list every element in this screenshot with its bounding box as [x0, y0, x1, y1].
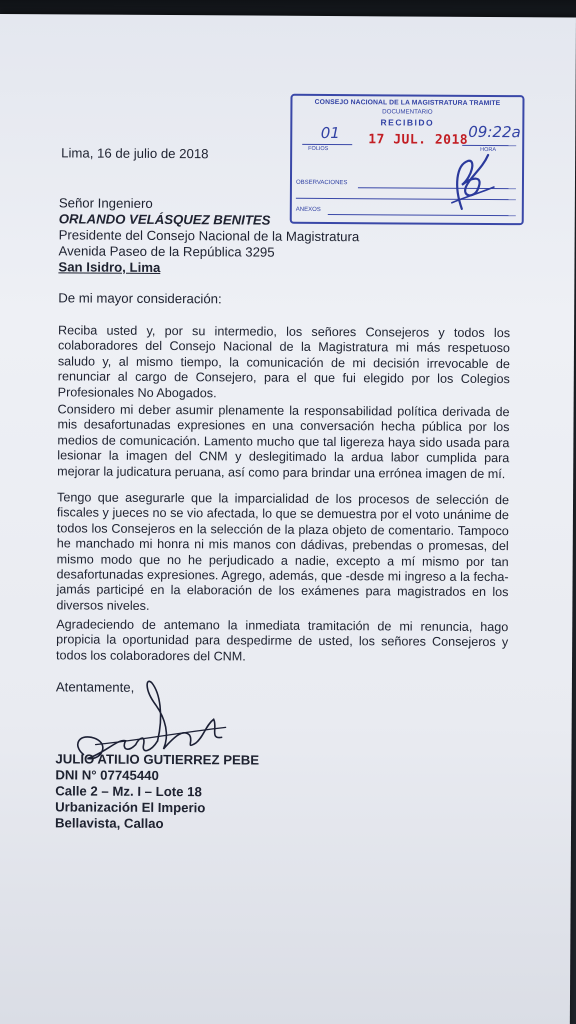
- stamp-observaciones-label: OBSERVACIONES: [295, 179, 348, 187]
- body-paragraph-2: Considero mi deber asumir plenamente la responsabilidad política derivada de mis desafortunadas expresiones en una conversación hecha pública por los medios de comunicación. Lamento mucho que tal ligereza haya sido usada para lesionar la imagen del CNM y deslegitimado la ardua labor cumplida para mejorar la judicatura peruana, así como para brindar una errónea imagen de mí.: [57, 402, 510, 481]
- stamp-folios-value: 01: [320, 123, 340, 143]
- recipient-title: Presidente del Consejo Nacional de la Magistratura: [58, 227, 360, 245]
- stamp-initials-signature: [432, 147, 512, 217]
- body-paragraph-1: Reciba usted y, por su intermedio, los señores Consejeros y todos los colaboradores del Consejo Nacional de la Magistratura mi más respetuoso saludo y, al mismo tiempo, la comunicación de mi decisión irrevocable de renunciar al cargo de Consejero, para el que fui elegido por los Colegios Profesionales No Abogados.: [57, 323, 511, 400]
- stamp-hora-label: HORA: [480, 146, 497, 154]
- body-paragraph-3: Tengo que asegurarle que la imparcialidad de los procesos de selección de fiscales y jueces no se vio afectada, lo que se demuestra por el voto unánime de todos los Consejeros en la selección de la plaza objeto de comentario. Tampoco he manchado mi honra ni mis manos con dádivas, prebendas o promesas, del mismo modo que no he perjudicado a nadie, excepto a mí mismo por tan desafortunadas expresiones. Agrego, además, que -desde mi ingreso a la fecha- jamás participé en la elaboración de los exámenes para magistrados en los diversos niveles.: [56, 490, 510, 613]
- letter-closing: Atentamente,: [55, 679, 135, 695]
- body-paragraph-4: Agradeciendo de antemano la inmediata tramitación de mi renuncia, hago propicia la oportunidad para despedirme de usted, los señores Consejeros y todos los colaboradores del CNM.: [56, 617, 509, 664]
- stamp-institution: CONSEJO NACIONAL DE LA MAGISTRATURA TRAMITE: [314, 98, 501, 108]
- stamp-folios-label: FOLIOS: [308, 145, 329, 153]
- stamp-date: 17 JUL. 2018: [368, 132, 469, 148]
- stamp-status: RECIBIDO: [380, 117, 435, 128]
- sender-dni: DNI N° 07745440: [55, 767, 159, 783]
- letter-greeting: De mi mayor consideración:: [58, 290, 222, 307]
- recipient-name: ORLANDO VELÁSQUEZ BENITES: [58, 211, 271, 228]
- reception-stamp: [290, 94, 525, 225]
- recipient-salutation: Señor Ingeniero: [58, 195, 153, 211]
- sender-district: Bellavista, Callao: [55, 815, 164, 832]
- letter-date: Lima, 16 de julio de 2018: [61, 145, 209, 162]
- recipient-city: San Isidro, Lima: [58, 259, 161, 275]
- stamp-department: DOCUMENTARIO: [382, 108, 433, 116]
- stamp-hora-value: 09:22a: [468, 122, 521, 142]
- sender-street: Calle 2 – Mz. I – Lote 18: [55, 783, 202, 800]
- sender-urbanization: Urbanización El Imperio: [55, 799, 206, 816]
- recipient-address: Avenida Paseo de la República 3295: [58, 243, 275, 260]
- stamp-anexos-label: ANEXOS: [295, 206, 321, 213]
- letter-page: [0, 14, 576, 1024]
- sender-name: JULIO ATILIO GUTIERREZ PEBE: [55, 751, 260, 768]
